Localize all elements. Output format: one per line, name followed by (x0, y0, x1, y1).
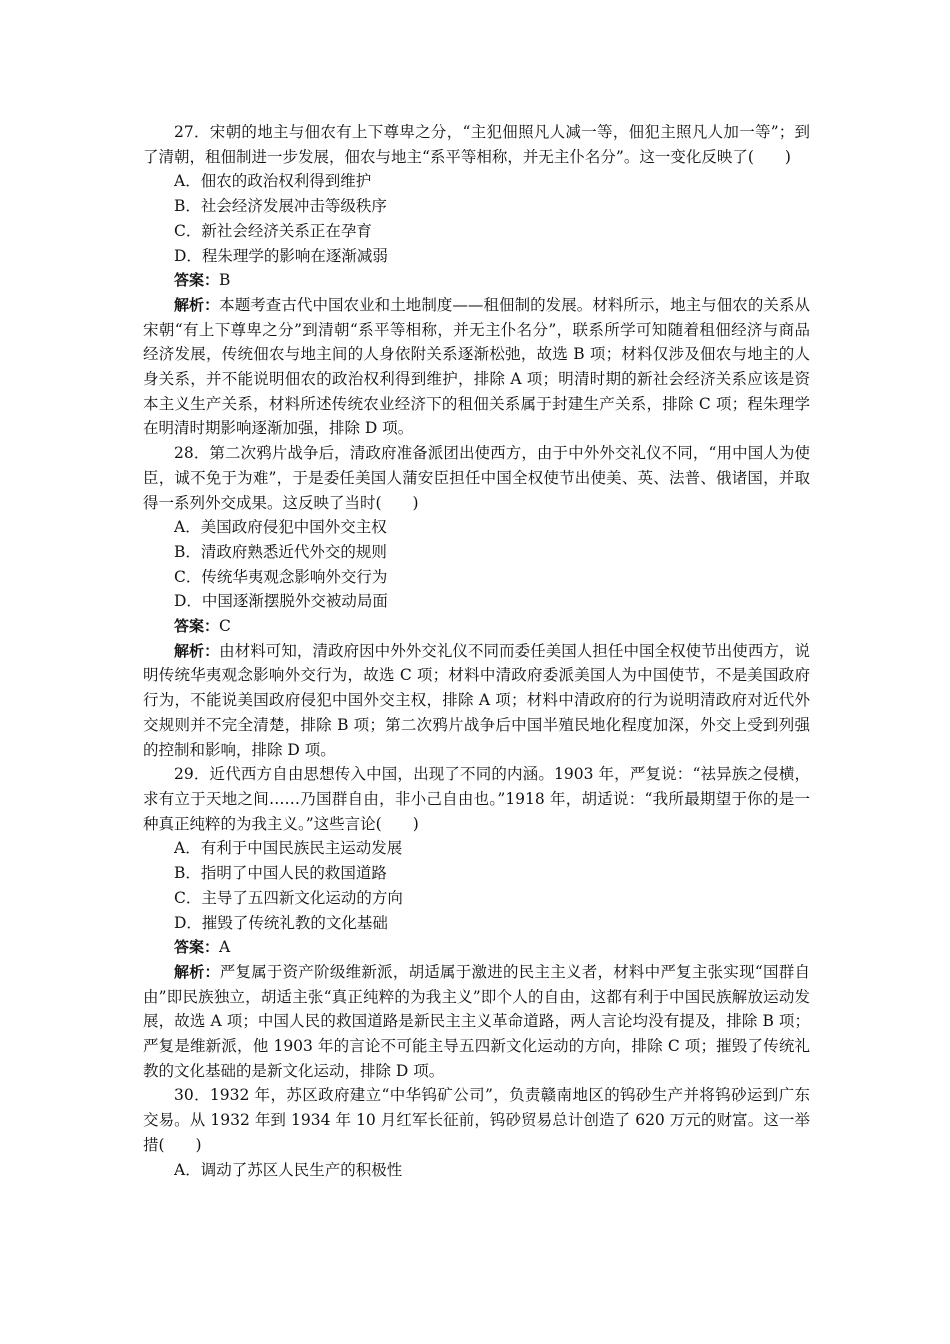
question-29-stem: 29．近代西方自由思想传入中国，出现了不同的内涵。1903 年，严复说：“祛异族之侵横，求有立于天地之间……乃国群自由，非小己自由也。”1918 年，胡适说：“我所最期望于你的是一种真正纯粹的为我主义。”这些言论( ) (143, 765, 810, 833)
question-29-option-c: C．主导了五四新文化运动的方向 (174, 888, 403, 907)
question-28-option-d: D．中国逐渐摆脱外交被动局面 (174, 592, 388, 611)
question-28-option-b: B．清政府熟悉近代外交的规则 (174, 542, 387, 561)
analysis-text: 由材料可知，清政府因中外外交礼仪不同而委任美国人担任中国全权使节出使西方，说明传统华夷观念影响外交行为，故选 C 项；材料中清政府委派美国人为中国使节，不是美国政府行为，不能说美国政府侵犯中国外交主权，排除 A 项；材料中清政府的行为说明清政府对近代外交规则并不完全清楚，排除 B 项；第二次鸦片战争后中国半殖民地化程度加深，外交上受到列强的控制和影响，排除 D 项。 (143, 641, 810, 759)
answer-label: 答案： (174, 938, 220, 957)
question-28-option-c: C．传统华夷观念影响外交行为 (174, 567, 388, 586)
question-27-stem: 27．宋朝的地主与佃农有上下尊卑之分，“主犯佃照凡人减一等，佃犯主照凡人加一等”；到了清朝，租佃制进一步发展，佃农与地主“系平等相称，并无主仆名分”。这一变化反映了( ) (143, 123, 810, 166)
answer-label: 答案： (174, 617, 220, 636)
question-27-option-b: B．社会经济发展冲击等级秩序 (174, 197, 387, 216)
analysis-label: 解析： (174, 295, 220, 314)
analysis-label: 解析： (174, 962, 220, 981)
question-29-answer (143, 935, 810, 960)
answer-label: 答案： (174, 271, 220, 290)
document-page (143, 120, 810, 1182)
question-30-option-a: A．调动了苏区人民生产的积极性 (174, 1160, 403, 1179)
question-29-option-b: B．指明了中国人民的救国道路 (174, 864, 387, 883)
question-27-option-a: A．佃农的政治权利得到维护 (174, 172, 372, 191)
question-28-analysis (143, 639, 810, 763)
answer-value: A (219, 938, 231, 957)
question-28-answer (143, 614, 810, 639)
analysis-text: 严复属于资产阶级维新派，胡适属于激进的民主主义者，材料中严复主张实现“国群自由”即民族独立，胡适主张“真正纯粹的为我主义”即个人的自由，这都有利于中国民族解放运动发展，故选 A 项；中国人民的救国道路是新民主主义革命道路，两人言论均没有提及，排除 B 项；严复是维新派，他 1903 年的言论不可能主导五四新文化运动的方向，排除 C 项；摧毁了传统礼教的文化基础的是新文化运动，排除 D 项。 (143, 962, 810, 1080)
question-29-analysis (143, 960, 810, 1084)
question-27-answer (143, 268, 810, 293)
question-27-option-c: C．新社会经济关系正在孕育 (174, 221, 372, 240)
answer-value: C (219, 617, 231, 636)
question-29-option-d: D．摧毁了传统礼教的文化基础 (174, 913, 388, 932)
answer-value: B (219, 271, 231, 290)
question-27-option-d: D．程朱理学的影响在逐渐减弱 (174, 246, 388, 265)
question-27-analysis (143, 293, 810, 441)
question-29-option-a: A．有利于中国民族民主运动发展 (174, 839, 403, 858)
question-28-stem: 28．第二次鸦片战争后，清政府准备派团出使西方，由于中外外交礼仪不同，“用中国人为使臣，诚不免于为难”，于是委任美国人蒲安臣担任中国全权使节出使美、英、法普、俄诸国，并取得一系列外交成果。这反映了当时( ) (143, 444, 810, 512)
question-28-option-a: A．美国政府侵犯中国外交主权 (174, 518, 387, 537)
analysis-label: 解析： (174, 641, 220, 660)
analysis-text: 本题考查古代中国农业和土地制度——租佃制的发展。材料所示，地主与佃农的关系从宋朝“有上下尊卑之分”到清朝“系平等相称，并无主仆名分”，联系所学可知随着租佃经济与商品经济发展，传统佃农与地主间的人身依附关系逐渐松弛，故选 B 项；材料仅涉及佃农与地主的人身关系，并不能说明佃农的政治权利得到维护，排除 A 项；明清时期的新社会经济关系应该是资本主义生产关系，材料所述传统农业经济下的租佃关系属于封建生产关系，排除 C 项；程朱理学在明清时期影响逐渐加强，排除 D 项。 (143, 295, 810, 438)
question-30-stem: 30．1932 年，苏区政府建立“中华钨矿公司”，负责赣南地区的钨砂生产并将钨砂运到广东交易。从 1932 年到 1934 年 10 月红军长征前，钨砂贸易总计创造了 620 万元的财富。这一举措( ) (143, 1086, 810, 1154)
